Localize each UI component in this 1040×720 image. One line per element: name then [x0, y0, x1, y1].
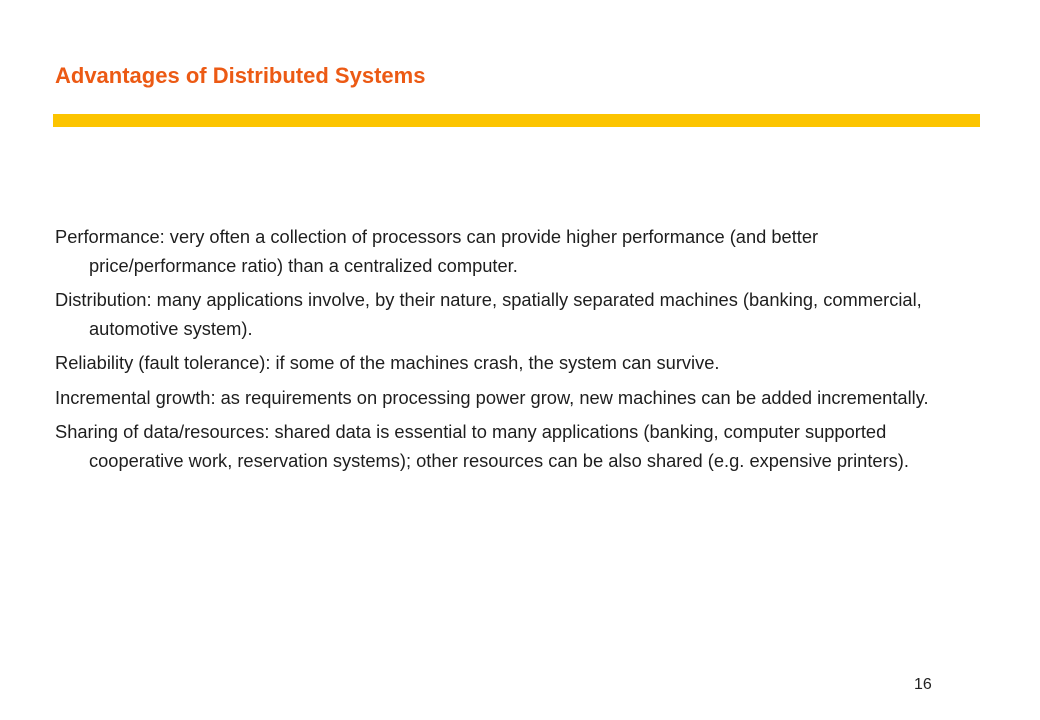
- paragraph-performance: Performance: very often a collection of processors can provide higher performance (and better price/performance ratio) than a centralized computer.: [55, 226, 819, 276]
- paragraph-distribution: Distribution: many applications involve, by their nature, spatially separated machines (banking, commercial, automotive system).: [55, 289, 922, 339]
- page-number: 16: [914, 676, 932, 693]
- title-accent-bar: [53, 114, 980, 127]
- paragraph-reliability: Reliability (fault tolerance): if some of the machines crash, the system can survive.: [55, 352, 720, 373]
- paragraph-sharing: Sharing of data/resources: shared data is essential to many applications (banking, computer supported cooperative work, reservation systems); other resources can be also shared (e.g. expensive printers).: [55, 421, 909, 471]
- slide-title: Advantages of Distributed Systems: [55, 63, 426, 88]
- slide-body: [55, 223, 965, 481]
- paragraph-incremental-growth: Incremental growth: as requirements on processing power grow, new machines can be added incrementally.: [55, 386, 929, 408]
